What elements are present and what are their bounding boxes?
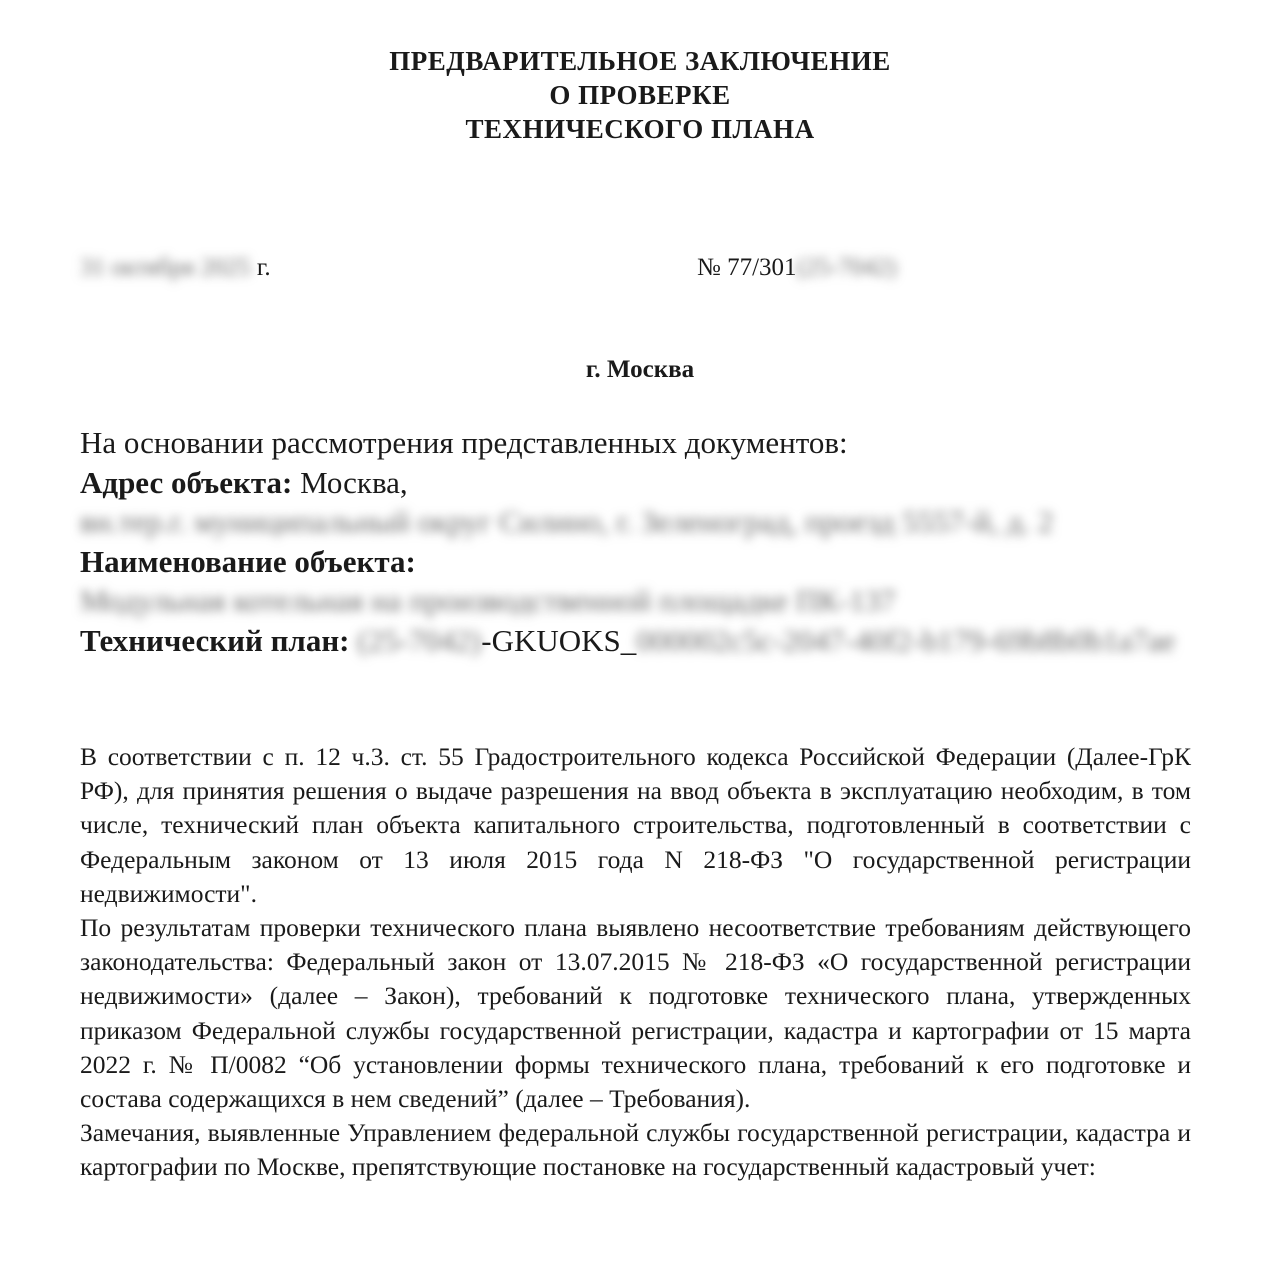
paragraph-remarks: Замечания, выявленные Управлением федеральной службы государственной регистрации, кадастра и картографии по Москве, препятствующие постановке на государственный кадастровый учет: xyxy=(80,1118,1191,1182)
redacted-object-name: Модульная котельная на производственной площадке ПК-137 xyxy=(80,583,896,618)
address-value: Москва, xyxy=(300,464,408,500)
redacted-date: 31 октября 2025 xyxy=(80,254,251,281)
redacted-plan-suffix: 000002c5c-2047-40f2-b179-69b8b0b1a7ae xyxy=(636,622,1176,658)
technical-plan-value: -GKUOKS_ xyxy=(481,622,637,658)
paragraph-check-results: По результатам проверки технического плана выявлено несоответствие требованиям действующего законодательства: Федеральный закон от 13.07.2015 № 218-ФЗ «О государственной регистрации недвижимости» (далее – Закон), требований к подготовке технического плана, утвержденных приказом Федеральной службы государственной регистрации, кадастра и картографии от 15 марта 2022 г. № П/0082 “Об установлении формы технического плана, требований к его подготовке и состава содержащихся в нем сведений” (далее – Требования). xyxy=(80,913,1191,1114)
basis-intro: На основании рассмотрения представленных документов: xyxy=(80,425,848,460)
number-prefix: № 77/301 xyxy=(697,254,797,281)
paragraph-legal-basis: В соответствии с п. 12 ч.3. ст. 55 Градостроительного кодекса Российской Федерации (Далее-ГрК РФ), для принятия решения о выдаче разрешения на ввод объекта в эксплуатацию необходим, в том числе, технический план объекта капитального строительства, подготовленный в соответствии с Федеральным законом от 13 июля 2015 года N 218-ФЗ "О государственной регистрации недвижимости". xyxy=(80,742,1191,908)
document-title xyxy=(0,44,1280,146)
city-line: г. Москва xyxy=(585,356,695,383)
technical-plan-line xyxy=(80,621,1200,661)
address-line xyxy=(80,463,1200,542)
title-line-3: ТЕХНИЧЕСКОГО ПЛАНА xyxy=(465,114,815,144)
address-label: Адрес объекта: xyxy=(80,464,293,500)
redacted-number: (25-7042) xyxy=(796,254,897,281)
document-number xyxy=(697,250,897,286)
object-name-label: Наименование объекта: xyxy=(80,543,416,579)
redacted-plan-prefix: (25-7042) xyxy=(357,622,482,658)
document-date xyxy=(80,250,271,286)
technical-plan-label: Технический план: xyxy=(80,622,350,658)
date-suffix: г. xyxy=(256,254,271,281)
object-name-line xyxy=(80,542,1200,621)
meta-row xyxy=(0,250,1280,286)
basis-section xyxy=(80,423,1200,660)
title-line-2: О ПРОВЕРКЕ xyxy=(549,80,731,110)
title-line-1: ПРЕДВАРИТЕЛЬНОЕ ЗАКЛЮЧЕНИЕ xyxy=(389,46,891,76)
body-text xyxy=(80,740,1191,1185)
redacted-address: вн.тер.г. муниципальный округ Силино, г. Зеленоград, проезд 5557-й, д. 2 xyxy=(80,504,1054,539)
